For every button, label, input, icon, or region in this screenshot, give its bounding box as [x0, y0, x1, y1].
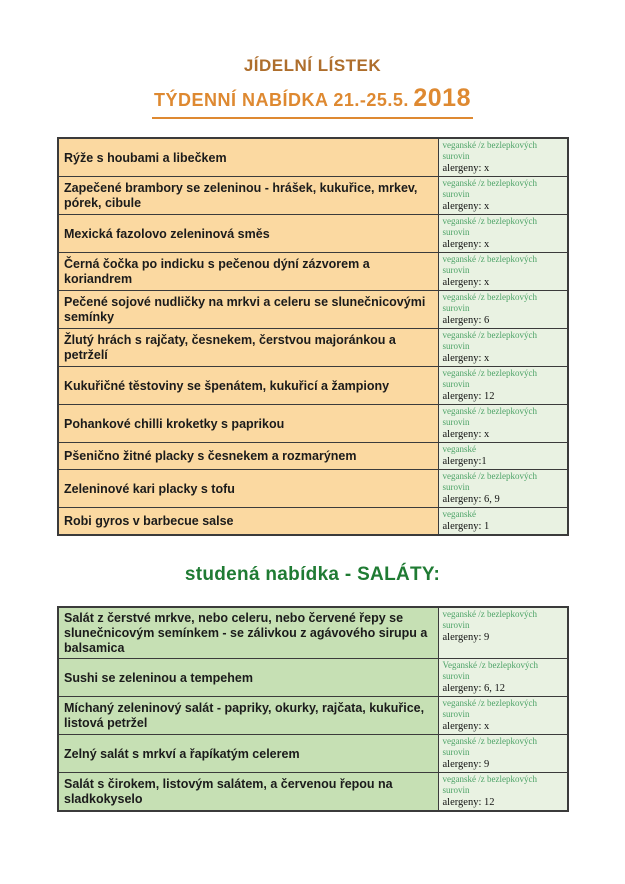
diet-info-cell	[438, 253, 568, 291]
diet-info-cell	[438, 508, 568, 536]
dish-name: Černá čočka po indicku s pečenou dýní zázvorem a koriandrem	[58, 253, 438, 291]
diet-info-cell	[438, 773, 568, 812]
allergens-label: alergeny: x	[442, 163, 490, 174]
menu-row	[58, 405, 568, 443]
diet-info-cell	[438, 470, 568, 508]
menu-row	[58, 291, 568, 329]
weekly-menu-rows	[58, 138, 568, 535]
dish-name: Sushi se zeleninou a tempehem	[58, 659, 438, 697]
allergens-label: alergeny: 1	[442, 521, 490, 532]
page-title: JÍDELNÍ LÍSTEK	[243, 56, 382, 75]
diet-label: veganské /z bezlepkových surovin	[442, 216, 537, 237]
menu-row	[58, 508, 568, 536]
diet-label: veganské /z bezlepkových surovin	[442, 736, 537, 757]
diet-label: veganské	[442, 509, 476, 519]
diet-label: veganské /z bezlepkových surovin	[442, 178, 537, 199]
subtitle-year: 2018	[413, 84, 471, 112]
dish-name: Míchaný zeleninový salát - papriky, okurky, rajčata, kukuřice, listová petržel	[58, 697, 438, 735]
allergens-label: alergeny: 6, 12	[442, 683, 505, 694]
salads-table	[57, 606, 569, 812]
menu-row	[58, 773, 568, 812]
allergens-label: alergeny: x	[442, 721, 490, 732]
menu-row	[58, 367, 568, 405]
diet-label: veganské /z bezlepkových surovin	[442, 140, 537, 161]
allergens-label: alergeny: 6, 9	[442, 494, 500, 505]
diet-label: veganské /z bezlepkových surovin	[442, 330, 537, 351]
dish-name: Kukuřičné těstoviny se špenátem, kukuřicí a žampiony	[58, 367, 438, 405]
menu-row	[58, 215, 568, 253]
dish-name: Pečené sojové nudličky na mrkvi a celeru se slunečnicovými semínky	[58, 291, 438, 329]
allergens-label: alergeny: x	[442, 201, 490, 212]
allergens-label: alergeny: 12	[442, 391, 495, 402]
diet-label: veganské /z bezlepkových surovin	[442, 471, 537, 492]
dish-name: Salát z čerstvé mrkve, nebo celeru, nebo červené řepy se slunečnicovým semínkem - se zálivkou z agávového sirupu a balsamica	[58, 607, 438, 659]
menu-row	[58, 607, 568, 659]
menu-row	[58, 659, 568, 697]
menu-row	[58, 470, 568, 508]
diet-label: veganské /z bezlepkových surovin	[442, 698, 537, 719]
allergens-label: alergeny: x	[442, 429, 490, 440]
menu-row	[58, 253, 568, 291]
dish-name: Zapečené brambory se zeleninou - hrášek, kukuřice, mrkev, pórek, cibule	[58, 177, 438, 215]
dish-name: Zelný salát s mrkví a řapíkatým celerem	[58, 735, 438, 773]
diet-info-cell	[438, 659, 568, 697]
dish-name: Robi gyros v barbecue salse	[58, 508, 438, 536]
salads-rows	[58, 607, 568, 811]
diet-label: veganské /z bezlepkových surovin	[442, 406, 537, 427]
diet-label: veganské /z bezlepkových surovin	[442, 774, 537, 795]
subtitle-text: TÝDENNÍ NABÍDKA 21.-25.5.	[154, 90, 409, 110]
dish-name: Zeleninové kari placky s tofu	[58, 470, 438, 508]
allergens-label: alergeny: 9	[442, 759, 490, 770]
diet-info-cell	[438, 177, 568, 215]
diet-info-cell	[438, 443, 568, 470]
diet-info-cell	[438, 367, 568, 405]
menu-row	[58, 443, 568, 470]
page-subtitle	[0, 84, 625, 119]
diet-label: veganské	[442, 444, 476, 454]
allergens-label: alergeny: x	[442, 239, 490, 250]
diet-info-cell	[438, 215, 568, 253]
diet-label: veganské /z bezlepkových surovin	[442, 292, 537, 313]
diet-label: veganské /z bezlepkových surovin	[442, 368, 537, 389]
diet-info-cell	[438, 138, 568, 177]
allergens-label: alergeny: 12	[442, 797, 495, 808]
dish-name: Salát s čirokem, listovým salátem, a červenou řepou na sladkokyselo	[58, 773, 438, 812]
dish-name: Žlutý hrách s rajčaty, česnekem, čerstvou majoránkou a petrželí	[58, 329, 438, 367]
salads-section-title: studená nabídka - SALÁTY:	[184, 564, 441, 585]
menu-row	[58, 697, 568, 735]
menu-row	[58, 138, 568, 177]
menu-row	[58, 735, 568, 773]
menu-row	[58, 177, 568, 215]
diet-info-cell	[438, 291, 568, 329]
dish-name: Rýže s houbami a libečkem	[58, 138, 438, 177]
diet-label: Veganské /z bezlepkových surovin	[442, 660, 538, 681]
diet-label: veganské /z bezlepkových surovin	[442, 609, 537, 630]
diet-info-cell	[438, 735, 568, 773]
subtitle-underline	[152, 84, 473, 119]
diet-info-cell	[438, 607, 568, 659]
dish-name: Pohankové chilli kroketky s paprikou	[58, 405, 438, 443]
allergens-label: alergeny: 6	[442, 315, 490, 326]
allergens-label: alergeny: x	[442, 353, 490, 364]
dish-name: Mexická fazolovo zeleninová směs	[58, 215, 438, 253]
allergens-label: alergeny: 9	[442, 632, 490, 643]
weekly-menu-table	[57, 137, 569, 536]
diet-info-cell	[438, 405, 568, 443]
menu-row	[58, 329, 568, 367]
diet-info-cell	[438, 329, 568, 367]
document-header	[0, 0, 625, 119]
allergens-label: alergeny:1	[442, 456, 487, 467]
allergens-label: alergeny: x	[442, 277, 490, 288]
dish-name: Pšenično žitné placky s česnekem a rozmarýnem	[58, 443, 438, 470]
diet-info-cell	[438, 697, 568, 735]
diet-label: veganské /z bezlepkových surovin	[442, 254, 537, 275]
